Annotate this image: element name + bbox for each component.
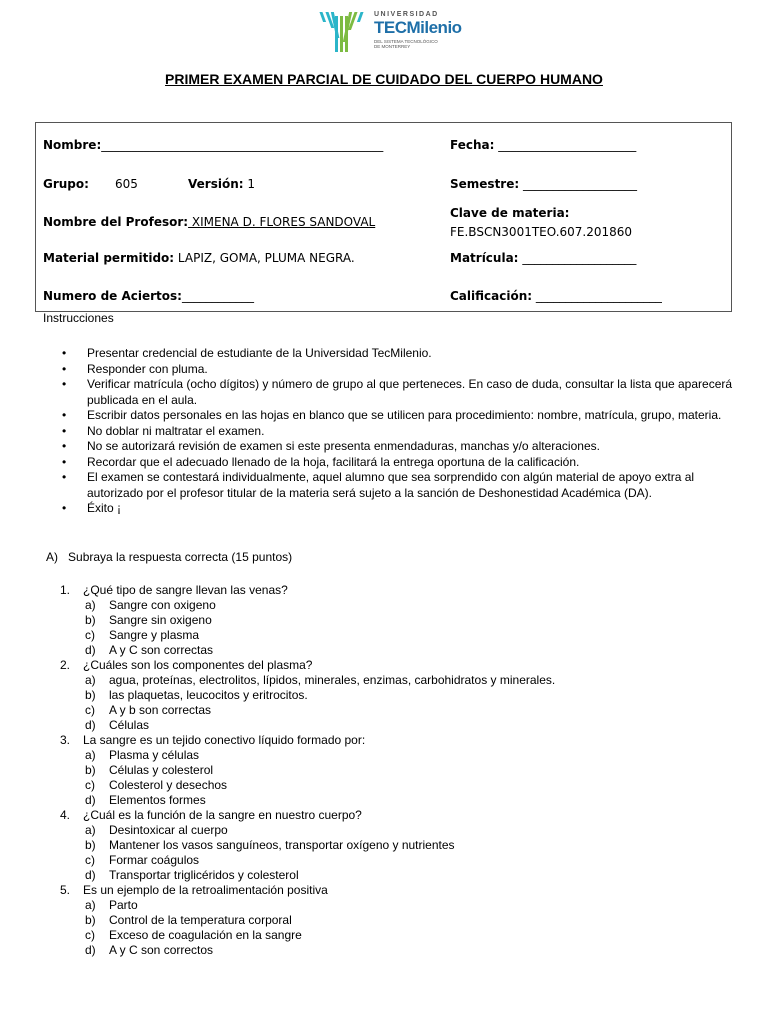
- option-text: Exceso de coagulación en la sangre: [109, 928, 302, 942]
- option-letter: d): [85, 943, 96, 957]
- option-text: Células: [109, 718, 150, 732]
- option-text: A y b son correctas: [109, 703, 212, 717]
- calificacion-field[interactable]: Calificación: _____________________: [450, 289, 662, 303]
- answer-option[interactable]: [85, 643, 750, 658]
- question-text: [60, 583, 750, 598]
- instruction-item: • Presentar credencial de estudiante de la Universidad TecMilenio.: [60, 346, 740, 362]
- option-letter: a): [85, 598, 96, 612]
- instruction-item: • No se autorizará revisión de examen si este presenta enmendaduras, manchas y/o alteraciones.: [60, 439, 740, 455]
- instruction-item: • Éxito ¡: [60, 501, 740, 517]
- nombre-field[interactable]: Nombre:_______________________________________________: [43, 138, 384, 152]
- tecmilenio-emblem-icon: [316, 8, 368, 56]
- logo-brand-name: TECMilenio: [374, 18, 462, 37]
- answer-option[interactable]: [85, 718, 750, 733]
- fecha-field[interactable]: Fecha: _______________________: [450, 138, 637, 152]
- instructions-heading: Instrucciones: [43, 311, 114, 325]
- option-text: Mantener los vasos sanguíneos, transportar oxígeno y nutrientes: [109, 838, 455, 852]
- answer-option[interactable]: [85, 598, 750, 613]
- option-letter: d): [85, 718, 96, 732]
- question-item: [60, 658, 750, 733]
- clave-materia-value: FE.BSCN3001TEO.607.201860: [450, 225, 633, 239]
- option-letter: a): [85, 673, 96, 687]
- option-letter: d): [85, 868, 96, 882]
- option-letter: b): [85, 688, 96, 702]
- option-text: Colesterol y desechos: [109, 778, 228, 792]
- option-letter: b): [85, 763, 96, 777]
- answer-option[interactable]: [85, 748, 750, 763]
- option-text: Sangre y plasma: [109, 628, 200, 642]
- instruction-item: • Recordar que el adecuado llenado de la hoja, facilitará la entrega oportuna de la calificación.: [60, 455, 740, 471]
- material-field: Material permitido: LAPIZ, GOMA, PLUMA NEGRA.: [43, 251, 355, 265]
- option-text: Parto: [109, 898, 138, 912]
- option-letter: c): [85, 778, 95, 792]
- answer-option[interactable]: [85, 778, 750, 793]
- answer-option[interactable]: [85, 703, 750, 718]
- option-text: Transportar triglicéridos y colesterol: [109, 868, 299, 882]
- option-text: las plaquetas, leucocitos y eritrocitos.: [109, 688, 308, 702]
- answer-option[interactable]: [85, 688, 750, 703]
- option-text: A y C son correctos: [109, 943, 214, 957]
- option-text: Sangre sin oxigeno: [109, 613, 212, 627]
- answer-option[interactable]: [85, 913, 750, 928]
- aciertos-field[interactable]: Numero de Aciertos:____________: [43, 289, 254, 303]
- logo-subtitle: DEL SISTEMA TECNOLÓGICO DE MONTERREY: [374, 39, 438, 49]
- answer-option[interactable]: [85, 823, 750, 838]
- instruction-item: • El examen se contestará individualmente, aquel alumno que sea sorprendido con algún material de apoyo extra al autorizado por el profesor titular de la materia será sujeto a la sanción de Deshonestidad Académica (DA).: [60, 470, 740, 501]
- option-text: Células y colesterol: [109, 763, 214, 777]
- answer-option[interactable]: [85, 613, 750, 628]
- question-item: [60, 808, 750, 883]
- option-letter: b): [85, 613, 96, 627]
- clave-materia-label: Clave de materia:: [450, 206, 570, 220]
- question-text: [60, 658, 750, 673]
- option-text: Control de la temperatura corporal: [109, 913, 292, 927]
- answer-option[interactable]: [85, 673, 750, 688]
- answer-option[interactable]: [85, 868, 750, 883]
- question-item: [60, 883, 750, 958]
- option-letter: c): [85, 703, 95, 717]
- option-letter: c): [85, 928, 95, 942]
- question-item: [60, 733, 750, 808]
- question-number: 2.: [60, 658, 71, 672]
- option-letter: d): [85, 793, 96, 807]
- semestre-field[interactable]: Semestre: ___________________: [450, 177, 637, 191]
- option-letter: b): [85, 838, 96, 852]
- answer-option[interactable]: [85, 928, 750, 943]
- option-text: Elementos formes: [109, 793, 206, 807]
- option-letter: a): [85, 898, 96, 912]
- question-text: [60, 733, 750, 748]
- option-text: Plasma y células: [109, 748, 200, 762]
- section-a-heading: A) Subraya la respuesta correcta (15 puntos): [46, 550, 293, 564]
- option-letter: a): [85, 823, 96, 837]
- instruction-item: • Verificar matrícula (ocho dígitos) y número de grupo al que perteneces. En caso de duda, consultar la lista que aparecerá publicada en el aula.: [60, 377, 740, 408]
- option-text: A y C son correctas: [109, 643, 214, 657]
- question-number: 5.: [60, 883, 71, 897]
- matricula-field[interactable]: Matrícula: ___________________: [450, 251, 637, 265]
- question-prompt: ¿Cuál es la función de la sangre en nuestro cuerpo?: [83, 808, 362, 822]
- exam-title: PRIMER EXAMEN PARCIAL DE CUIDADO DEL CUERPO HUMANO: [165, 71, 603, 87]
- answer-option[interactable]: [85, 838, 750, 853]
- instruction-item: • Escribir datos personales en las hojas en blanco que se utilicen para procedimiento: nombre, matrícula, grupo, materia.: [60, 408, 740, 424]
- option-letter: c): [85, 628, 95, 642]
- option-text: Desintoxicar al cuerpo: [109, 823, 228, 837]
- answer-option[interactable]: [85, 628, 750, 643]
- question-prompt: ¿Qué tipo de sangre llevan las venas?: [83, 583, 288, 597]
- answer-option[interactable]: [85, 853, 750, 868]
- answer-option[interactable]: [85, 943, 750, 958]
- student-info-box: [35, 122, 732, 312]
- logo-university-word: UNIVERSIDAD: [374, 11, 439, 18]
- version-field: Versión: 1: [188, 177, 255, 191]
- question-prompt: La sangre es un tejido conectivo líquido formado por:: [83, 733, 366, 747]
- answer-option[interactable]: [85, 793, 750, 808]
- question-list: [60, 583, 750, 958]
- question-text: [60, 883, 750, 898]
- option-text: Formar coágulos: [109, 853, 200, 867]
- answer-option[interactable]: [85, 763, 750, 778]
- option-letter: c): [85, 853, 95, 867]
- question-number: 3.: [60, 733, 71, 747]
- question-prompt: Es un ejemplo de la retroalimentación positiva: [83, 883, 328, 897]
- question-number: 4.: [60, 808, 71, 822]
- question-prompt: ¿Cuáles son los componentes del plasma?: [83, 658, 313, 672]
- grupo-field: Grupo: 605: [43, 177, 138, 191]
- option-letter: d): [85, 643, 96, 657]
- option-text: Sangre con oxigeno: [109, 598, 216, 612]
- question-item: [60, 583, 750, 658]
- option-letter: a): [85, 748, 96, 762]
- instruction-item: • No doblar ni maltratar el examen.: [60, 424, 740, 440]
- answer-option[interactable]: [85, 898, 750, 913]
- profesor-field: Nombre del Profesor: XIMENA D. FLORES SANDOVAL: [43, 215, 376, 229]
- option-text: agua, proteínas, electrolitos, lípidos, minerales, enzimas, carbohidratos y minerales.: [109, 673, 556, 687]
- instructions-list: [60, 346, 740, 517]
- option-letter: b): [85, 913, 96, 927]
- university-logo: [316, 8, 462, 56]
- instruction-item: • Responder con pluma.: [60, 362, 740, 378]
- question-number: 1.: [60, 583, 71, 597]
- question-text: [60, 808, 750, 823]
